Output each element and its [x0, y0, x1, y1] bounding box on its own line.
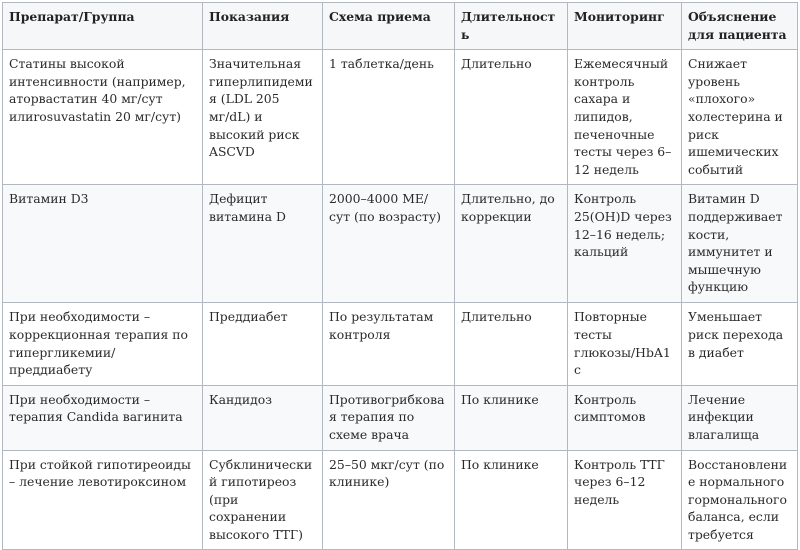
cell-explanation: Уменьшает риск перехода в диабет [682, 303, 798, 385]
cell-monitoring: Контроль симптомов [568, 385, 682, 450]
cell-monitoring: Ежемесячный контроль сахара и липидов, печеночные тесты через 6–12 недель [568, 50, 682, 185]
cell-explanation: Витамин D поддерживает кости, иммунитет и мышечную функцию [682, 185, 798, 303]
cell-indication: Дефицит витамина D [203, 185, 323, 303]
cell-explanation: Лечение инфекции влагалища [682, 385, 798, 450]
cell-indication: Кандидоз [203, 385, 323, 450]
cell-indication: Преддиабет [203, 303, 323, 385]
cell-explanation: Снижает уровень «плохого» холестерина и риск ишемических событий [682, 50, 798, 185]
cell-monitoring: Контроль ТТГ через 6–12 недель [568, 450, 682, 550]
table-row [3, 50, 798, 185]
cell-drug: Статины высокой интенсивности (например, аторвастатин 40 мг/сут илиrosuvastatin 20 мг/сут) [3, 50, 203, 185]
header-duration: Длительность [455, 3, 568, 50]
cell-drug: Витамин D3 [3, 185, 203, 303]
cell-indication: Значительная гиперлипидемия (LDL 205 мг/dL) и высокий риск ASCVD [203, 50, 323, 185]
table-row [3, 385, 798, 450]
cell-regimen: 1 таблетка/день [323, 50, 455, 185]
header-monitoring: Мониторинг [568, 3, 682, 50]
header-indications: Показания [203, 3, 323, 50]
header-drug-group: Препарат/Группа [3, 3, 203, 50]
cell-regimen: 2000–4000 МЕ/сут (по возрасту) [323, 185, 455, 303]
table-row [3, 303, 798, 385]
cell-regimen: Противогрибковая терапия по схеме врача [323, 385, 455, 450]
table-row [3, 185, 798, 303]
cell-drug: При стойкой гипотиреоиды – лечение левотироксином [3, 450, 203, 550]
cell-explanation: Восстановление нормального гормонального баланса, если требуется [682, 450, 798, 550]
cell-regimen: 25–50 мкг/сут (по клинике) [323, 450, 455, 550]
header-regimen: Схема приема [323, 3, 455, 50]
cell-duration: По клинике [455, 450, 568, 550]
cell-indication: Субклинический гипотиреоз (при сохранении высокого ТТГ) [203, 450, 323, 550]
cell-drug: При необходимости – терапия Candida вагинита [3, 385, 203, 450]
cell-monitoring: Повторные тесты глюкозы/HbA1c [568, 303, 682, 385]
cell-duration: По клинике [455, 385, 568, 450]
cell-monitoring: Контроль 25(OH)D через 12–16 недель; кальций [568, 185, 682, 303]
cell-duration: Длительно [455, 303, 568, 385]
treatment-table [2, 2, 798, 550]
table-header-row [3, 3, 798, 50]
cell-duration: Длительно [455, 50, 568, 185]
header-patient-explanation: Объяснение для пациента [682, 3, 798, 50]
table-row [3, 450, 798, 550]
cell-duration: Длительно, до коррекции [455, 185, 568, 303]
cell-regimen: По результатам контроля [323, 303, 455, 385]
cell-drug: При необходимости – коррекционная терапия по гипергликемии/преддиабету [3, 303, 203, 385]
